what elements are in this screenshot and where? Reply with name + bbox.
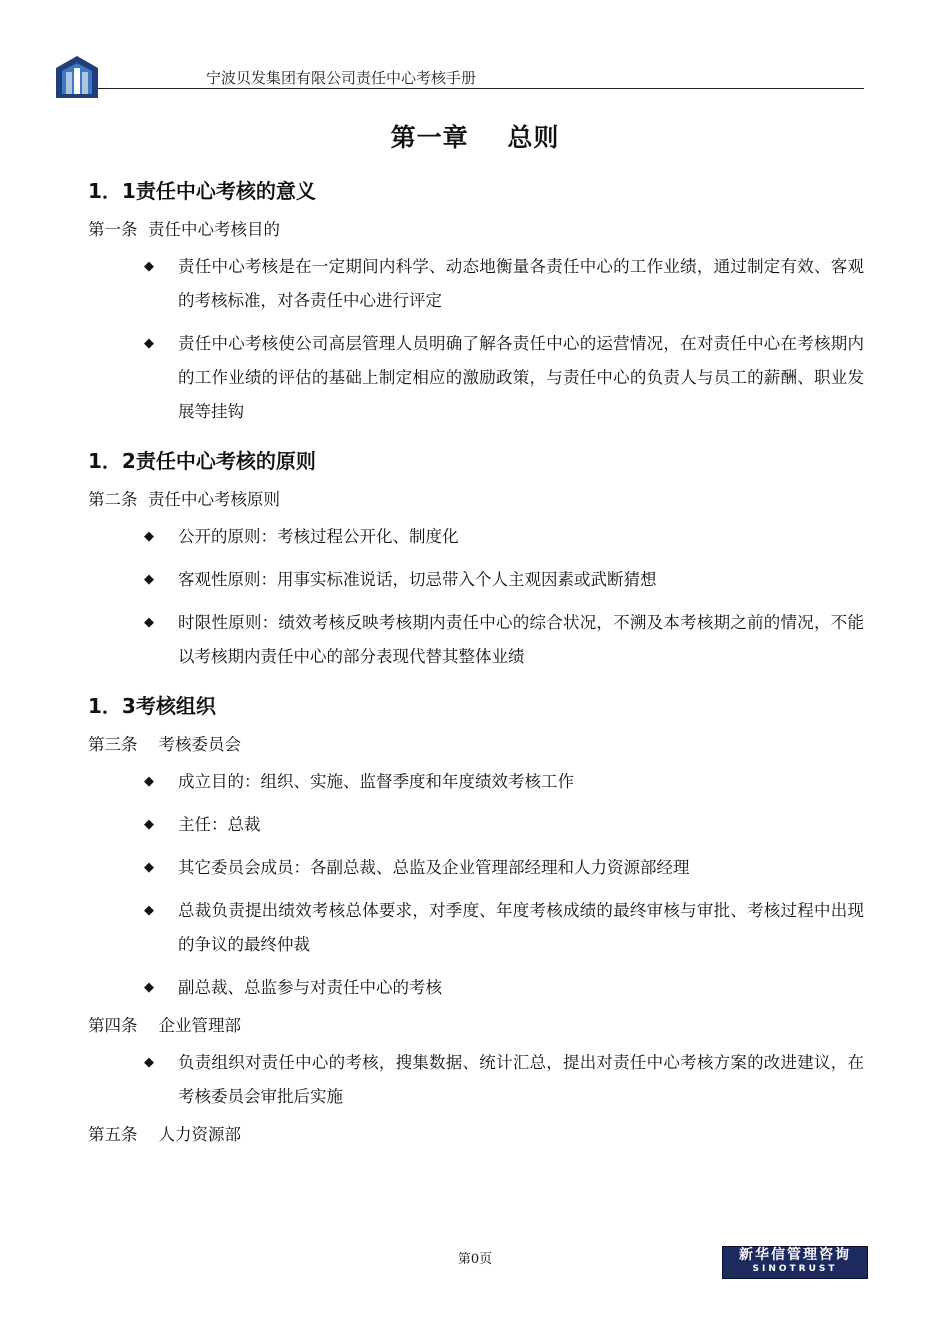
diamond-bullet-icon: ◆ — [144, 903, 154, 918]
list-item-text: 责任中心考核使公司高层管理人员明确了解各责任中心的运营情况，在对责任中心在考核期内的工作业绩的评估的基础上制定相应的激励政策，与责任中心的负责人与员工的薪酬、职业发展等挂钩 — [178, 334, 864, 421]
diamond-bullet-icon: ◆ — [144, 774, 154, 789]
list-item-text: 总裁负责提出绩效考核总体要求，对季度、年度考核成绩的最终审核与审批、考核过程中出现的争议的最终仲裁 — [178, 901, 864, 954]
bullet-list — [88, 250, 864, 429]
list-item-text: 其它委员会成员：各副总裁、总监及企业管理部经理和人力资源部经理 — [178, 858, 690, 877]
list-item — [88, 971, 864, 1005]
list-item — [88, 808, 864, 842]
list-item — [88, 327, 864, 429]
diamond-bullet-icon: ◆ — [144, 980, 154, 995]
diamond-bullet-icon: ◆ — [144, 615, 154, 630]
article-title: 第四条 企业管理部 — [88, 1016, 241, 1035]
chapter-title: 第一章 总则 — [390, 123, 560, 152]
list-item-text: 时限性原则：绩效考核反映考核期内责任中心的综合状况，不溯及本考核期之前的情况，不能以考核期内责任中心的部分表现代替其整体业绩 — [178, 613, 864, 666]
brand-name-cn: 新华信管理咨询 — [739, 1247, 851, 1263]
bullet-list — [88, 765, 864, 1005]
list-item — [88, 250, 864, 318]
header-divider — [98, 88, 864, 89]
list-item — [88, 606, 864, 674]
list-item — [88, 765, 864, 799]
list-item — [88, 851, 864, 885]
article-title: 第二条 责任中心考核原则 — [88, 490, 280, 509]
brand-name-en: SINOTRUST — [752, 1264, 838, 1274]
list-item-text: 客观性原则：用事实标准说话，切忌带入个人主观因素或武断猜想 — [178, 570, 657, 589]
page-number: 第0页 — [457, 1252, 493, 1267]
list-item — [88, 1046, 864, 1114]
list-item — [88, 894, 864, 962]
company-logo-icon — [54, 54, 100, 100]
diamond-bullet-icon: ◆ — [144, 572, 154, 587]
diamond-bullet-icon: ◆ — [144, 860, 154, 875]
sinotrust-logo — [722, 1246, 868, 1279]
section-heading: 1．1责任中心考核的意义 — [88, 179, 316, 203]
list-item — [88, 563, 864, 597]
list-item-text: 成立目的：组织、实施、监督季度和年度绩效考核工作 — [178, 772, 574, 791]
article-title: 第一条 责任中心考核目的 — [88, 220, 280, 239]
list-item — [88, 520, 864, 554]
bullet-list — [88, 1046, 864, 1114]
list-item-text: 负责组织对责任中心的考核，搜集数据、统计汇总，提出对责任中心考核方案的改进建议，在考核委员会审批后实施 — [178, 1053, 864, 1106]
section-heading: 1．3考核组织 — [88, 694, 216, 718]
diamond-bullet-icon: ◆ — [144, 336, 154, 351]
article-title: 第三条 考核委员会 — [88, 735, 241, 754]
article-title: 第五条 人力资源部 — [88, 1125, 241, 1144]
diamond-bullet-icon: ◆ — [144, 259, 154, 274]
diamond-bullet-icon: ◆ — [144, 1055, 154, 1070]
list-item-text: 主任：总裁 — [178, 815, 261, 834]
list-item-text: 责任中心考核是在一定期间内科学、动态地衡量各责任中心的工作业绩，通过制定有效、客观的考核标准，对各责任中心进行评定 — [178, 257, 864, 310]
diamond-bullet-icon: ◆ — [144, 529, 154, 544]
document-body — [88, 176, 864, 1155]
diamond-bullet-icon: ◆ — [144, 817, 154, 832]
list-item-text: 公开的原则：考核过程公开化、制度化 — [178, 527, 459, 546]
list-item-text: 副总裁、总监参与对责任中心的考核 — [178, 978, 442, 997]
bullet-list — [88, 520, 864, 674]
section-heading: 1．2责任中心考核的原则 — [88, 449, 316, 473]
document-header-title: 宁波贝发集团有限公司责任中心考核手册 — [206, 69, 477, 87]
